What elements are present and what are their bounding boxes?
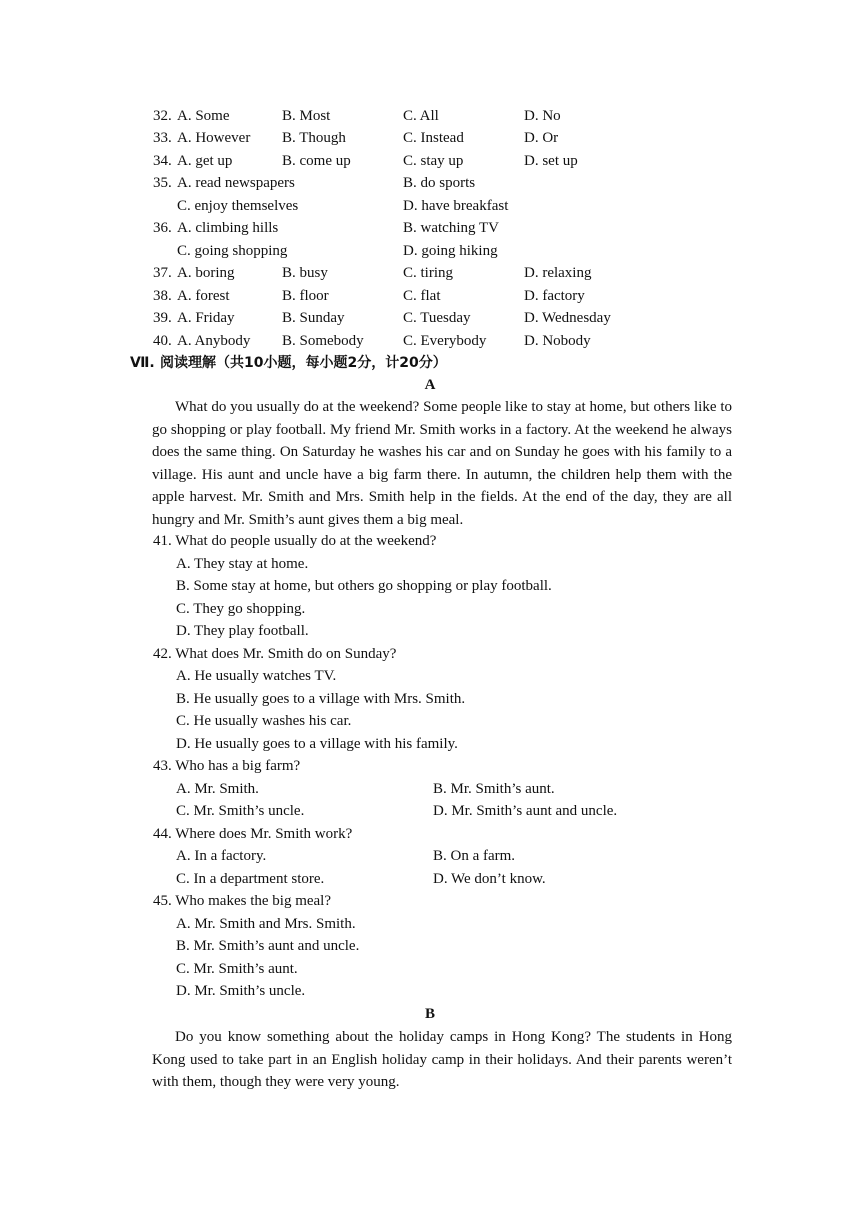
option-a: A. read newspapers <box>177 175 295 191</box>
passage-b-text: Do you know something about the holiday camps in Hong Kong? The students in Hong Kong used to take part in an English holiday camp in their holidays. And their parents weren’t with them, though they were very young. <box>152 1029 732 1090</box>
option-a: A. boring <box>177 265 235 281</box>
question-number: 34. <box>153 153 172 169</box>
question-number: 36. <box>153 220 172 236</box>
option-c: C. tiring <box>403 265 454 281</box>
option-c: C. flat <box>403 288 441 304</box>
answer-option-b: B. Mr. Smith’s aunt and uncle. <box>176 938 360 954</box>
question-number: 37. <box>153 265 172 281</box>
question-stem: 41. What do people usually do at the weekend? <box>153 533 437 549</box>
option-c: C. Instead <box>403 130 464 146</box>
question-number: 39. <box>153 310 172 326</box>
option-c: C. Tuesday <box>403 310 471 326</box>
option-c: C. stay up <box>403 153 464 169</box>
option-a: A. Some <box>177 108 230 124</box>
section-numeral: Ⅶ. <box>130 355 155 371</box>
passage-b-title: B <box>424 1006 435 1022</box>
question-number: 40. <box>153 333 172 349</box>
option-b: B. floor <box>282 288 329 304</box>
answer-option-c: C. Mr. Smith’s uncle. <box>176 803 305 819</box>
option-b: B. Sunday <box>282 310 345 326</box>
option-d: D. No <box>524 108 561 124</box>
question-stem: 45. Who makes the big meal? <box>153 893 332 909</box>
answer-option-b: B. On a farm. <box>433 848 516 864</box>
answer-option-d: D. Mr. Smith’s aunt and uncle. <box>433 803 618 819</box>
option-d: D. Nobody <box>524 333 591 349</box>
option-b: B. do sports <box>403 175 476 191</box>
passage-a-text: What do you usually do at the weekend? Some people like to stay at home, but others like to go shopping or play football. My friend Mr. Smith works in a factory. At the weekend he always does the same thing. On Saturday he washes his car and on Sunday he goes with his family to a village. His aunt and uncle have a big farm there. In autumn, the children help them with the apple harvest. Mr. Smith and Mrs. Smith help in the fields. At the end of the day, they are all hungry and Mr. Smith’s aunt gives them a big meal. <box>152 399 732 528</box>
question-stem: 42. What does Mr. Smith do on Sunday? <box>153 646 397 662</box>
answer-option-a: A. Mr. Smith and Mrs. Smith. <box>176 916 356 932</box>
option-d: D. Wednesday <box>524 310 611 326</box>
option-c: C. going shopping <box>177 243 288 259</box>
option-d: D. factory <box>524 288 585 304</box>
answer-option-c: C. Mr. Smith’s aunt. <box>176 961 298 977</box>
answer-option-c: C. In a department store. <box>176 871 325 887</box>
answer-option-a: A. He usually watches TV. <box>176 668 337 684</box>
section-title: 阅读理解（共10小题，每小题2分，计20分） <box>160 355 447 371</box>
answer-option-a: A. Mr. Smith. <box>176 781 259 797</box>
option-b: B. watching TV <box>403 220 499 236</box>
answer-option-a: A. They stay at home. <box>176 556 309 572</box>
answer-option-b: B. Mr. Smith’s aunt. <box>433 781 555 797</box>
option-d: D. have breakfast <box>403 198 509 214</box>
option-d: D. set up <box>524 153 578 169</box>
question-number: 35. <box>153 175 172 191</box>
answer-option-c: C. He usually washes his car. <box>176 713 352 729</box>
option-c: C. All <box>403 108 439 124</box>
option-b: B. Most <box>282 108 331 124</box>
question-stem: 44. Where does Mr. Smith work? <box>153 826 353 842</box>
answer-option-a: A. In a factory. <box>176 848 267 864</box>
option-a: A. However <box>177 130 251 146</box>
option-a: A. forest <box>177 288 230 304</box>
question-number: 38. <box>153 288 172 304</box>
option-b: B. come up <box>282 153 351 169</box>
option-c: C. Everybody <box>403 333 487 349</box>
option-a: A. climbing hills <box>177 220 279 236</box>
option-a: A. Anybody <box>177 333 251 349</box>
answer-option-d: D. He usually goes to a village with his family. <box>176 736 458 752</box>
question-number: 33. <box>153 130 172 146</box>
option-d: D. going hiking <box>403 243 498 259</box>
answer-option-b: B. He usually goes to a village with Mrs. Smith. <box>176 691 466 707</box>
option-b: B. Somebody <box>282 333 364 349</box>
option-a: A. get up <box>177 153 233 169</box>
option-a: A. Friday <box>177 310 235 326</box>
answer-option-d: D. Mr. Smith’s uncle. <box>176 983 306 999</box>
answer-option-d: D. They play football. <box>176 623 309 639</box>
answer-option-b: B. Some stay at home, but others go shopping or play football. <box>176 578 552 594</box>
answer-option-d: D. We don’t know. <box>433 871 546 887</box>
answer-option-c: C. They go shopping. <box>176 601 306 617</box>
passage-a-title: A <box>424 377 436 393</box>
option-c: C. enjoy themselves <box>177 198 299 214</box>
option-b: B. Though <box>282 130 346 146</box>
option-d: D. Or <box>524 130 559 146</box>
option-b: B. busy <box>282 265 328 281</box>
option-d: D. relaxing <box>524 265 592 281</box>
question-number: 32. <box>153 108 172 124</box>
question-stem: 43. Who has a big farm? <box>153 758 301 774</box>
